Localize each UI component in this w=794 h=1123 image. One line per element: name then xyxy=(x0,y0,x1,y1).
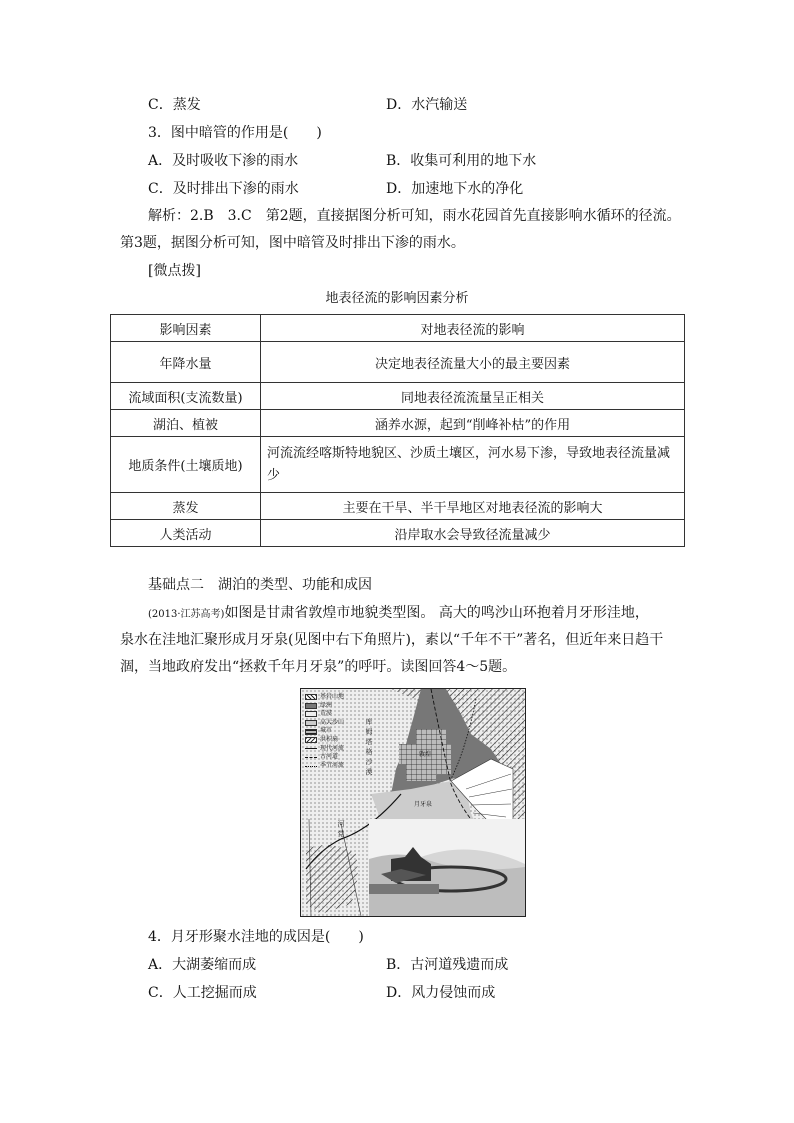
table-row xyxy=(111,342,685,383)
table-header-row xyxy=(111,315,685,342)
table-header-effect: 对地表径流的影响 xyxy=(261,315,685,342)
legend-label: 高大沙山 xyxy=(320,718,345,726)
city-swatch-icon xyxy=(305,729,317,735)
q3-option-d: D．加速地下水的净化 xyxy=(386,181,524,197)
river-label-char: 河 xyxy=(337,820,345,828)
river-label-char: 党 xyxy=(337,830,345,838)
legend-item xyxy=(305,702,375,711)
legend-label: 城市 xyxy=(320,727,333,735)
modern-river-line-icon xyxy=(305,748,317,749)
q3-stem: 3．图中暗管的作用是( ) xyxy=(148,125,322,141)
source-tag: (2013·江苏高考) xyxy=(148,609,225,620)
table-cell-factor: 蒸发 xyxy=(111,493,261,520)
desert-label xyxy=(365,717,373,777)
desert-swatch-icon xyxy=(305,711,317,717)
legend-label: 现代河流 xyxy=(320,744,345,752)
table-title: 地表径流的影响因素分析 xyxy=(325,291,469,306)
desert-label-char: 塔 xyxy=(365,738,373,746)
table-cell-factor: 流域面积(支流数量) xyxy=(111,383,261,410)
sand-mountain-swatch-icon xyxy=(305,720,317,726)
table-cell-effect: 同地表径流流量呈正相关 xyxy=(261,383,685,410)
legend-label: 基岩山地 xyxy=(320,693,345,700)
bedrock-swatch-icon xyxy=(305,694,317,700)
desert-label-char: 格 xyxy=(365,748,373,756)
alluvial-fan-swatch-icon xyxy=(305,737,317,743)
tip-label: [微点拨] xyxy=(148,263,201,279)
desert-label-char: 沙 xyxy=(365,758,373,766)
q4-option-a: A．大湖萎缩而成 xyxy=(148,957,257,973)
desert-label-char: 库 xyxy=(365,718,373,726)
city-label: 敦煌 xyxy=(419,751,432,758)
table-header-factor: 影响因素 xyxy=(111,315,261,342)
table-cell-effect: 主要在干旱、半干旱地区对地表径流的影响大 xyxy=(261,493,685,520)
analysis-line-1: 解析：2.B 3.C 第2题，直接据图分析可知，雨水花园首先直接影响水循环的径流。 xyxy=(148,208,681,224)
table-row xyxy=(111,520,685,547)
table-cell-effect: 河流流经喀斯特地貌区、沙质土壤区，河水易下渗，导致地表径流量减少 xyxy=(261,437,685,493)
table-row xyxy=(111,383,685,410)
legend-label: 洪积扇 xyxy=(320,735,339,743)
legend-label: 荒漠 xyxy=(320,710,333,718)
runoff-factors-table xyxy=(110,314,685,547)
section-intro-2: 泉水在洼地汇聚形成月牙泉(见图中右下角照片)，素以“千年不干”著名，但近年来日趋干 xyxy=(120,632,664,648)
legend-label: 绿洲 xyxy=(320,701,333,709)
q2-option-c: C．蒸发 xyxy=(148,97,201,113)
q3-option-a: A．及时吸收下渗的雨水 xyxy=(148,153,299,169)
table-row xyxy=(111,437,685,493)
section-intro-3: 涸，当地政府发出“拯救千年月牙泉”的呼吁。读图回答4～5题。 xyxy=(120,659,517,675)
river-label xyxy=(337,819,345,839)
desert-label-char: 姆 xyxy=(365,728,373,736)
q2-option-d: D．水汽输送 xyxy=(386,97,468,113)
q4-option-c: C．人工挖掘而成 xyxy=(148,985,257,1001)
ancient-river-line-icon xyxy=(305,757,317,758)
legend-label: 古河道 xyxy=(320,753,339,761)
table-cell-effect: 沿岸取水会导致径流量减少 xyxy=(261,520,685,547)
intro-text-1: 如图是甘肃省敦煌市地貌类型图。 高大的鸣沙山环抱着月牙形洼地， xyxy=(224,605,649,621)
analysis-line-2: 第3题，据图分析可知，图中暗管及时排出下渗的雨水。 xyxy=(120,235,465,251)
q4-stem: 4．月牙形聚水洼地的成因是( ) xyxy=(148,929,364,945)
table-row xyxy=(111,493,685,520)
table-row xyxy=(111,410,685,437)
legend-label: 季节河流 xyxy=(320,761,345,769)
table-cell-factor: 人类活动 xyxy=(111,520,261,547)
section-heading: 基础点二 湖泊的类型、功能和成因 xyxy=(148,577,372,593)
section-intro-1 xyxy=(148,604,649,624)
dunhuang-landform-map xyxy=(300,688,526,917)
q3-option-b: B．收集可利用的地下水 xyxy=(386,153,537,169)
seasonal-river-line-icon xyxy=(305,766,317,767)
q4-option-d: D．风力侵蚀而成 xyxy=(386,985,496,1001)
table-cell-factor: 年降水量 xyxy=(111,342,261,383)
table-cell-factor: 地质条件(土壤质地) xyxy=(111,437,261,493)
desert-label-char: 漠 xyxy=(365,768,373,776)
legend-item xyxy=(305,693,375,702)
table-cell-effect: 涵养水源，起到“削峰补枯”的作用 xyxy=(261,410,685,437)
q3-option-c: C．及时排出下渗的雨水 xyxy=(148,181,299,197)
table-cell-effect: 决定地表径流量大小的最主要因素 xyxy=(261,342,685,383)
oasis-swatch-icon xyxy=(305,703,317,709)
q4-option-b: B．古河道残遗而成 xyxy=(386,957,509,973)
table-cell-factor: 湖泊、植被 xyxy=(111,410,261,437)
spring-label: 月牙泉 xyxy=(414,801,433,808)
